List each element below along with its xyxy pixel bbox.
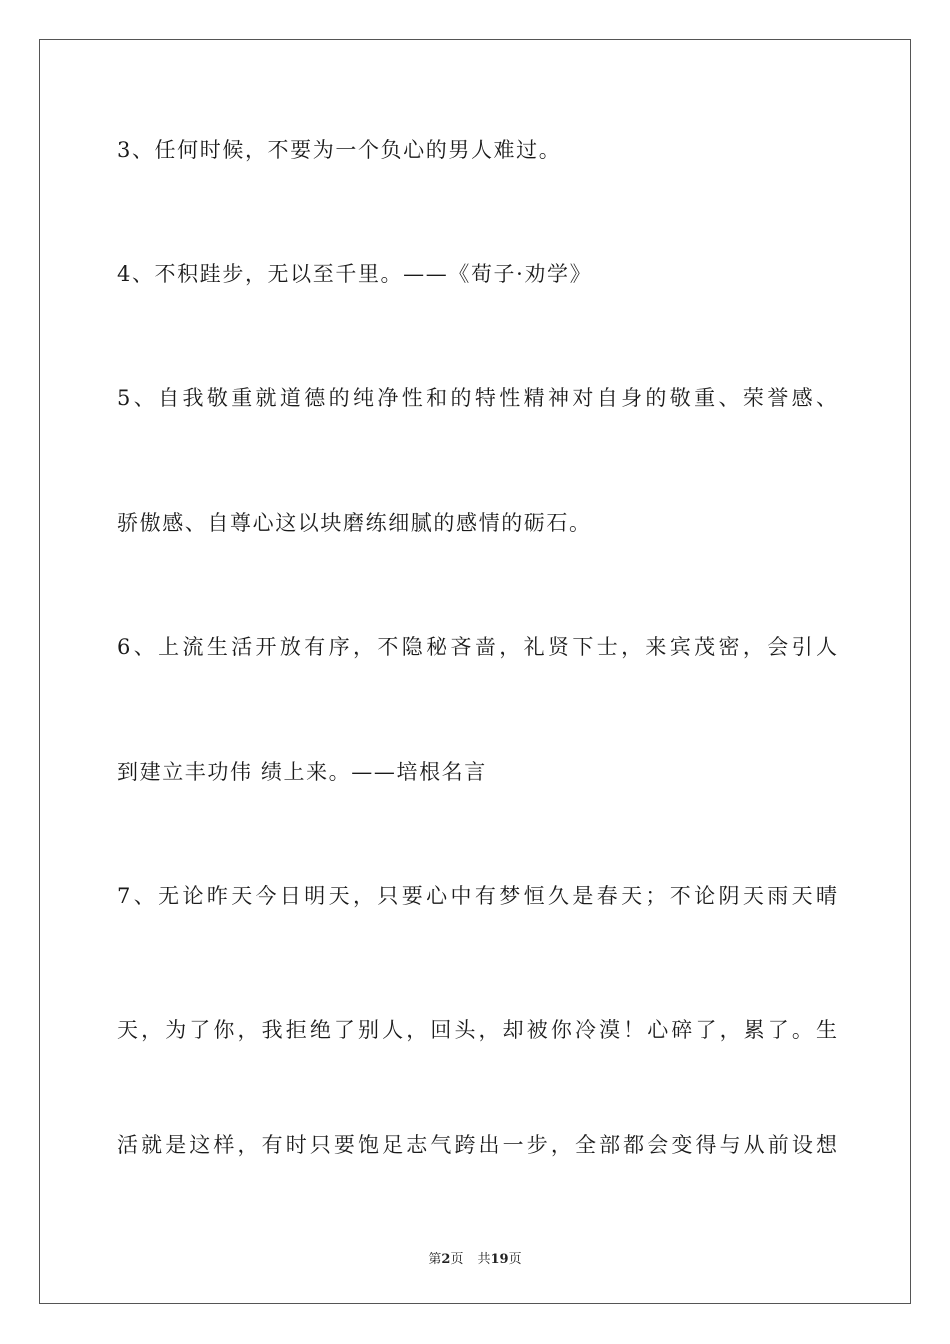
total-pages: 19 <box>490 1252 509 1267</box>
text-line: 7、无论昨天今日明天，只要心中有梦恒久是春天；不论阴天雨天晴 <box>117 884 837 908</box>
page-label-suffix: 页 <box>450 1252 464 1267</box>
page-number: 2 <box>441 1252 451 1267</box>
text-line: 天，为了你，我拒绝了别人，回头，却被你冷漠！心碎了，累了。生 <box>117 1018 837 1042</box>
page-footer <box>0 1248 950 1267</box>
page-border <box>39 39 911 1304</box>
text-line: 6、上流生活开放有序，不隐秘吝啬，礼贤下士，来宾茂密，会引人 <box>117 635 837 659</box>
page-label-prefix: 第 <box>428 1252 442 1267</box>
text-line: 活就是这样，有时只要饱足志气跨出一步，全部都会变得与从前设想 <box>117 1133 837 1157</box>
text-line: 4、不积跬步，无以至千里。——《荀子·劝学》 <box>117 262 593 286</box>
total-label-suffix: 页 <box>508 1252 522 1267</box>
text-line: 到建立丰功伟 绩上来。——培根名言 <box>117 760 487 784</box>
total-label-prefix: 共 <box>477 1252 491 1267</box>
text-line: 5、自我敬重就道德的纯净性和的特性精神对自身的敬重、荣誉感、 <box>117 386 837 410</box>
text-line: 3、任何时候，不要为一个负心的男人难过。 <box>117 138 562 162</box>
text-line: 骄傲感、自尊心这以块磨练细腻的感情的砺石。 <box>117 511 592 535</box>
